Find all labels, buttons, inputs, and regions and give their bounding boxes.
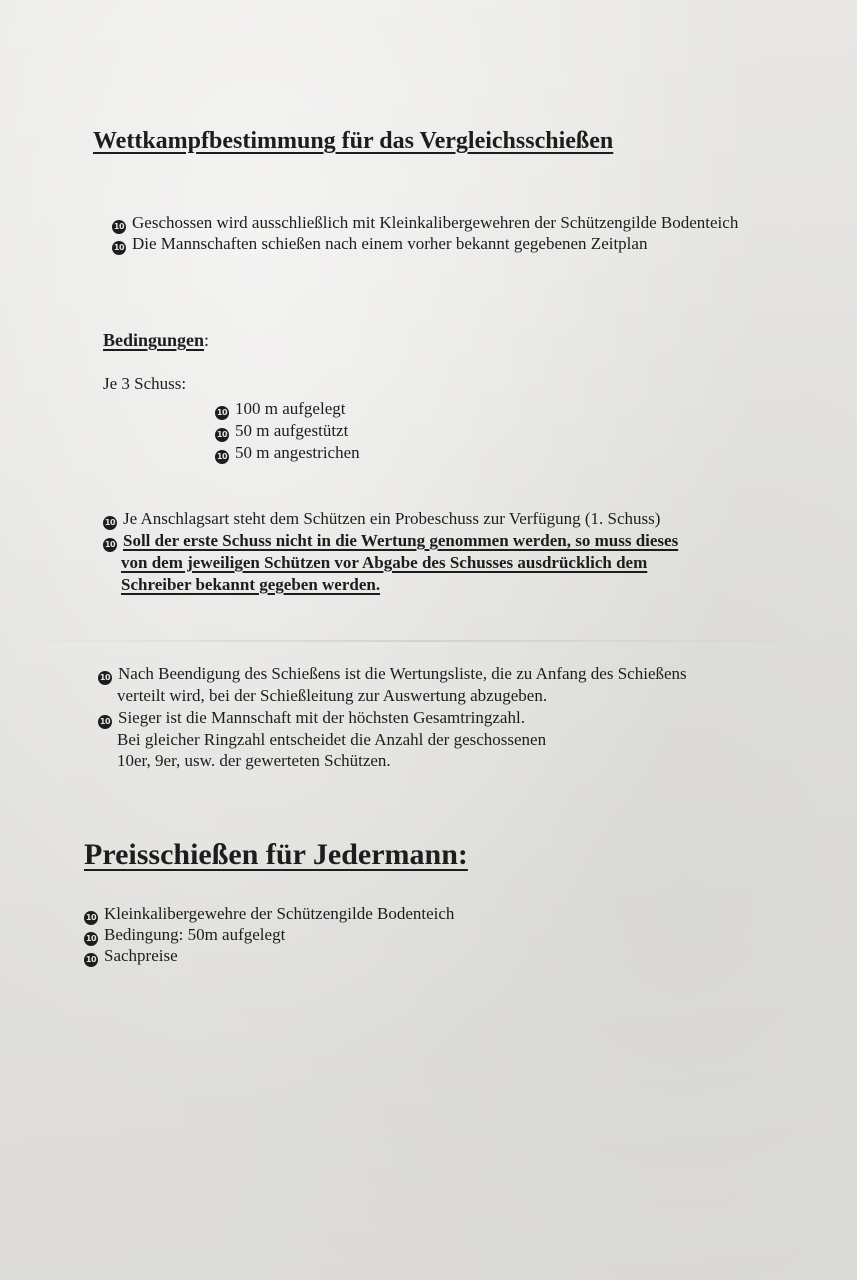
rule-erster-schuss: 10 Soll der erste Schuss nicht in die Wertung genommen werden, so muss dieses [104,531,679,550]
rule-probeschuss: 10 Je Anschlagsart steht dem Schützen ein Probeschuss zur Verfügung (1. Schuss) [104,509,661,528]
position-item-3: 10 50 m angestrichen [216,443,360,462]
position-item-1: 10 100 m aufgelegt [216,399,346,418]
bullet-icon: 10 [215,428,229,442]
position-item-2: 10 50 m aufgestützt [216,421,349,440]
intro-item-2: 10 Die Mannschaften schießen nach einem vorher bekannt gegebenen Zeitplan [113,234,648,253]
bullet-icon: 10 [98,715,112,729]
rule-sieger: 10 Sieger ist die Mannschaft mit der höchsten Gesamtringzahl. [99,708,525,727]
rule-erster-schuss-line-3: Schreiber bekannt gegeben werden. [121,575,381,594]
bullet-icon: 10 [112,241,126,255]
bullet-icon: 10 [98,671,112,685]
rule-sieger-line-3: 10er, 9er, usw. der gewerteten Schützen. [117,751,391,770]
bullet-icon: 10 [103,538,117,552]
bullet-icon: 10 [103,516,117,530]
rule-erster-schuss-line-2: von dem jeweiligen Schützen vor Abgabe des Schusses ausdrücklich dem [121,553,648,572]
preis-item-1: 10 Kleinkalibergewehre der Schützengilde Bodenteich [85,904,455,923]
rule-wertungsliste-line-2: verteilt wird, bei der Schießleitung zur Auswertung abzugeben. [117,686,548,705]
bullet-icon: 10 [84,932,98,946]
paper-crease [0,640,857,642]
section-heading-preisschiessen: Preisschießen für Jedermann: [84,838,468,871]
rule-wertungsliste: 10 Nach Beendigung des Schießens ist die Wertungsliste, die zu Anfang des Schießens [99,664,687,683]
bullet-icon: 10 [84,953,98,967]
rule-sieger-line-2: Bei gleicher Ringzahl entscheidet die Anzahl der geschossenen [117,730,547,749]
preis-item-3: 10 Sachpreise [85,946,178,965]
bullet-icon: 10 [84,911,98,925]
preis-item-2: 10 Bedingung: 50m aufgelegt [85,925,286,944]
page-title: Wettkampfbestimmung für das Vergleichsschießen [93,128,614,154]
je-schuss-label: Je 3 Schuss: [103,374,187,393]
intro-item-1: 10 Geschossen wird ausschließlich mit Kleinkalibergewehren der Schützengilde Bodenteich [113,213,739,232]
section-heading-bedingungen: Bedingungen: [103,330,210,350]
bullet-icon: 10 [215,450,229,464]
bullet-icon: 10 [215,406,229,420]
bullet-icon: 10 [112,220,126,234]
